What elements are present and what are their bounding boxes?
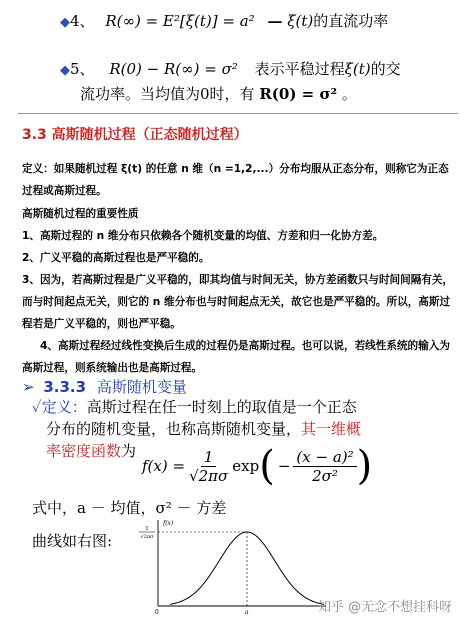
gauss-def-text1: 高斯过程在任一时刻上的取值是一个正态 <box>86 398 357 416</box>
pdf-exponent <box>293 448 356 485</box>
plot-ytick-num: 1 <box>145 526 149 532</box>
plot-xa: a <box>245 609 249 616</box>
definition-lead: 定义： <box>22 163 54 175</box>
section-3-3-3-number: 3.3.3 <box>43 378 87 396</box>
property-3: 3、因为，若高斯过程是广义平稳的，即其均值与时间无关，协方差函数只与时间间隔有关，而与时间起点无关，则它的 n 维分布也与时间起点无关，故它也是严平稳的。所以，高斯过程若是广义平稳的，则也严平稳。 <box>22 274 454 330</box>
property-4: 4、高斯过程经过线性变换后生成的过程仍是高斯过程。也可以说，若线性系统的输入为高斯过程，则系统输出也是高斯过程。 <box>22 340 450 374</box>
gauss-def-line2 <box>32 418 361 440</box>
item-4-formula: R(∞) = E²[ξ(t)] = a² <box>105 12 255 30</box>
where-line: 式中，a － 均值，σ² － 方差 <box>32 499 227 517</box>
item-5-ksi: ξ(t) <box>344 60 371 78</box>
pdf-lhs: f(x) = <box>142 457 186 475</box>
gauss-def-text2-red: 其一维概 <box>301 420 362 438</box>
item-4-number: 4、 <box>70 12 95 30</box>
section-3-3-title: 3.3 高斯随机过程（正态随机过程） <box>22 127 248 143</box>
item-5-line2-formula: R(0) = σ² <box>259 85 338 103</box>
pdf-coef-den: √2πσ <box>189 466 229 485</box>
pdf-exp-den: 2σ² <box>312 466 338 485</box>
pdf-formula <box>142 440 372 492</box>
diamond-bullet-icon: ◆ <box>60 63 70 78</box>
curve-line: 曲线如右图: <box>32 532 113 550</box>
item-5-line2-prefix: 流功率。当均值为0时，有 <box>80 85 260 103</box>
left-paren: ( <box>259 443 275 489</box>
pdf-coef-num: 1 <box>201 448 217 467</box>
gaussian-plot <box>130 514 330 618</box>
property-1: 1、高斯过程的 n 维分布只依赖各个随机变量的均值、方差和归一化协方差。 <box>22 230 384 242</box>
pdf-exp-num: (x − a)² <box>293 448 356 467</box>
diamond-bullet-icon: ◆ <box>60 15 70 30</box>
watermark: 知乎 @无念不想挂科呀 <box>318 600 453 615</box>
plot-x0: 0 <box>155 609 159 616</box>
item-5-number: 5、 <box>70 60 95 78</box>
item-5-line2 <box>80 83 357 104</box>
definition-paragraph <box>22 158 454 202</box>
properties-heading: 高斯随机过程的重要性质 <box>22 208 139 220</box>
item-5 <box>60 58 401 79</box>
pdf-exp: exp <box>232 457 260 475</box>
item-4-dash: — <box>267 12 283 30</box>
item-5-text-b: 的交 <box>370 60 401 78</box>
pdf-minus: − <box>277 457 291 475</box>
definition-text: 如果随机过程 ξ(t) 的任意 n 维（n =1,2,...）分布均服从正态分布，则称它为正态过程或高斯过程。 <box>22 163 449 197</box>
section-3-3-3 <box>22 376 187 397</box>
gauss-def-line1 <box>32 396 361 418</box>
item-5-formula: R(0) − R(∞) = σ² <box>109 60 238 78</box>
plot-ylabel: f(x) <box>163 520 174 527</box>
pdf-coefficient <box>189 448 228 485</box>
item-4-text: 的直流功率 <box>313 12 389 30</box>
item-4 <box>60 10 388 31</box>
gauss-def-text2: 分布的随机变量，也称高斯随机变量， <box>46 420 302 438</box>
property-2: 2、广义平稳的高斯过程也是严平稳的。 <box>22 252 210 264</box>
plot-ytick-den: √2πσ <box>140 534 154 540</box>
check-icon: ✓ <box>32 398 42 416</box>
item-5-line2-suffix: 。 <box>337 85 357 103</box>
gauss-def-text3-red: 率密度函数 <box>46 442 122 460</box>
item-4-ksi: ξ(t) <box>287 12 314 30</box>
item-5-text-a: 表示平稳过程 <box>254 60 345 78</box>
section-3-3-3-title: 高斯随机变量 <box>96 378 187 396</box>
right-paren: ) <box>356 443 373 489</box>
divider <box>18 113 458 114</box>
arrow-bullet-icon: ➢ <box>22 378 35 396</box>
gauss-def-lead: 定义： <box>41 398 87 416</box>
gauss-def-text3-tail: 为 <box>121 442 137 460</box>
